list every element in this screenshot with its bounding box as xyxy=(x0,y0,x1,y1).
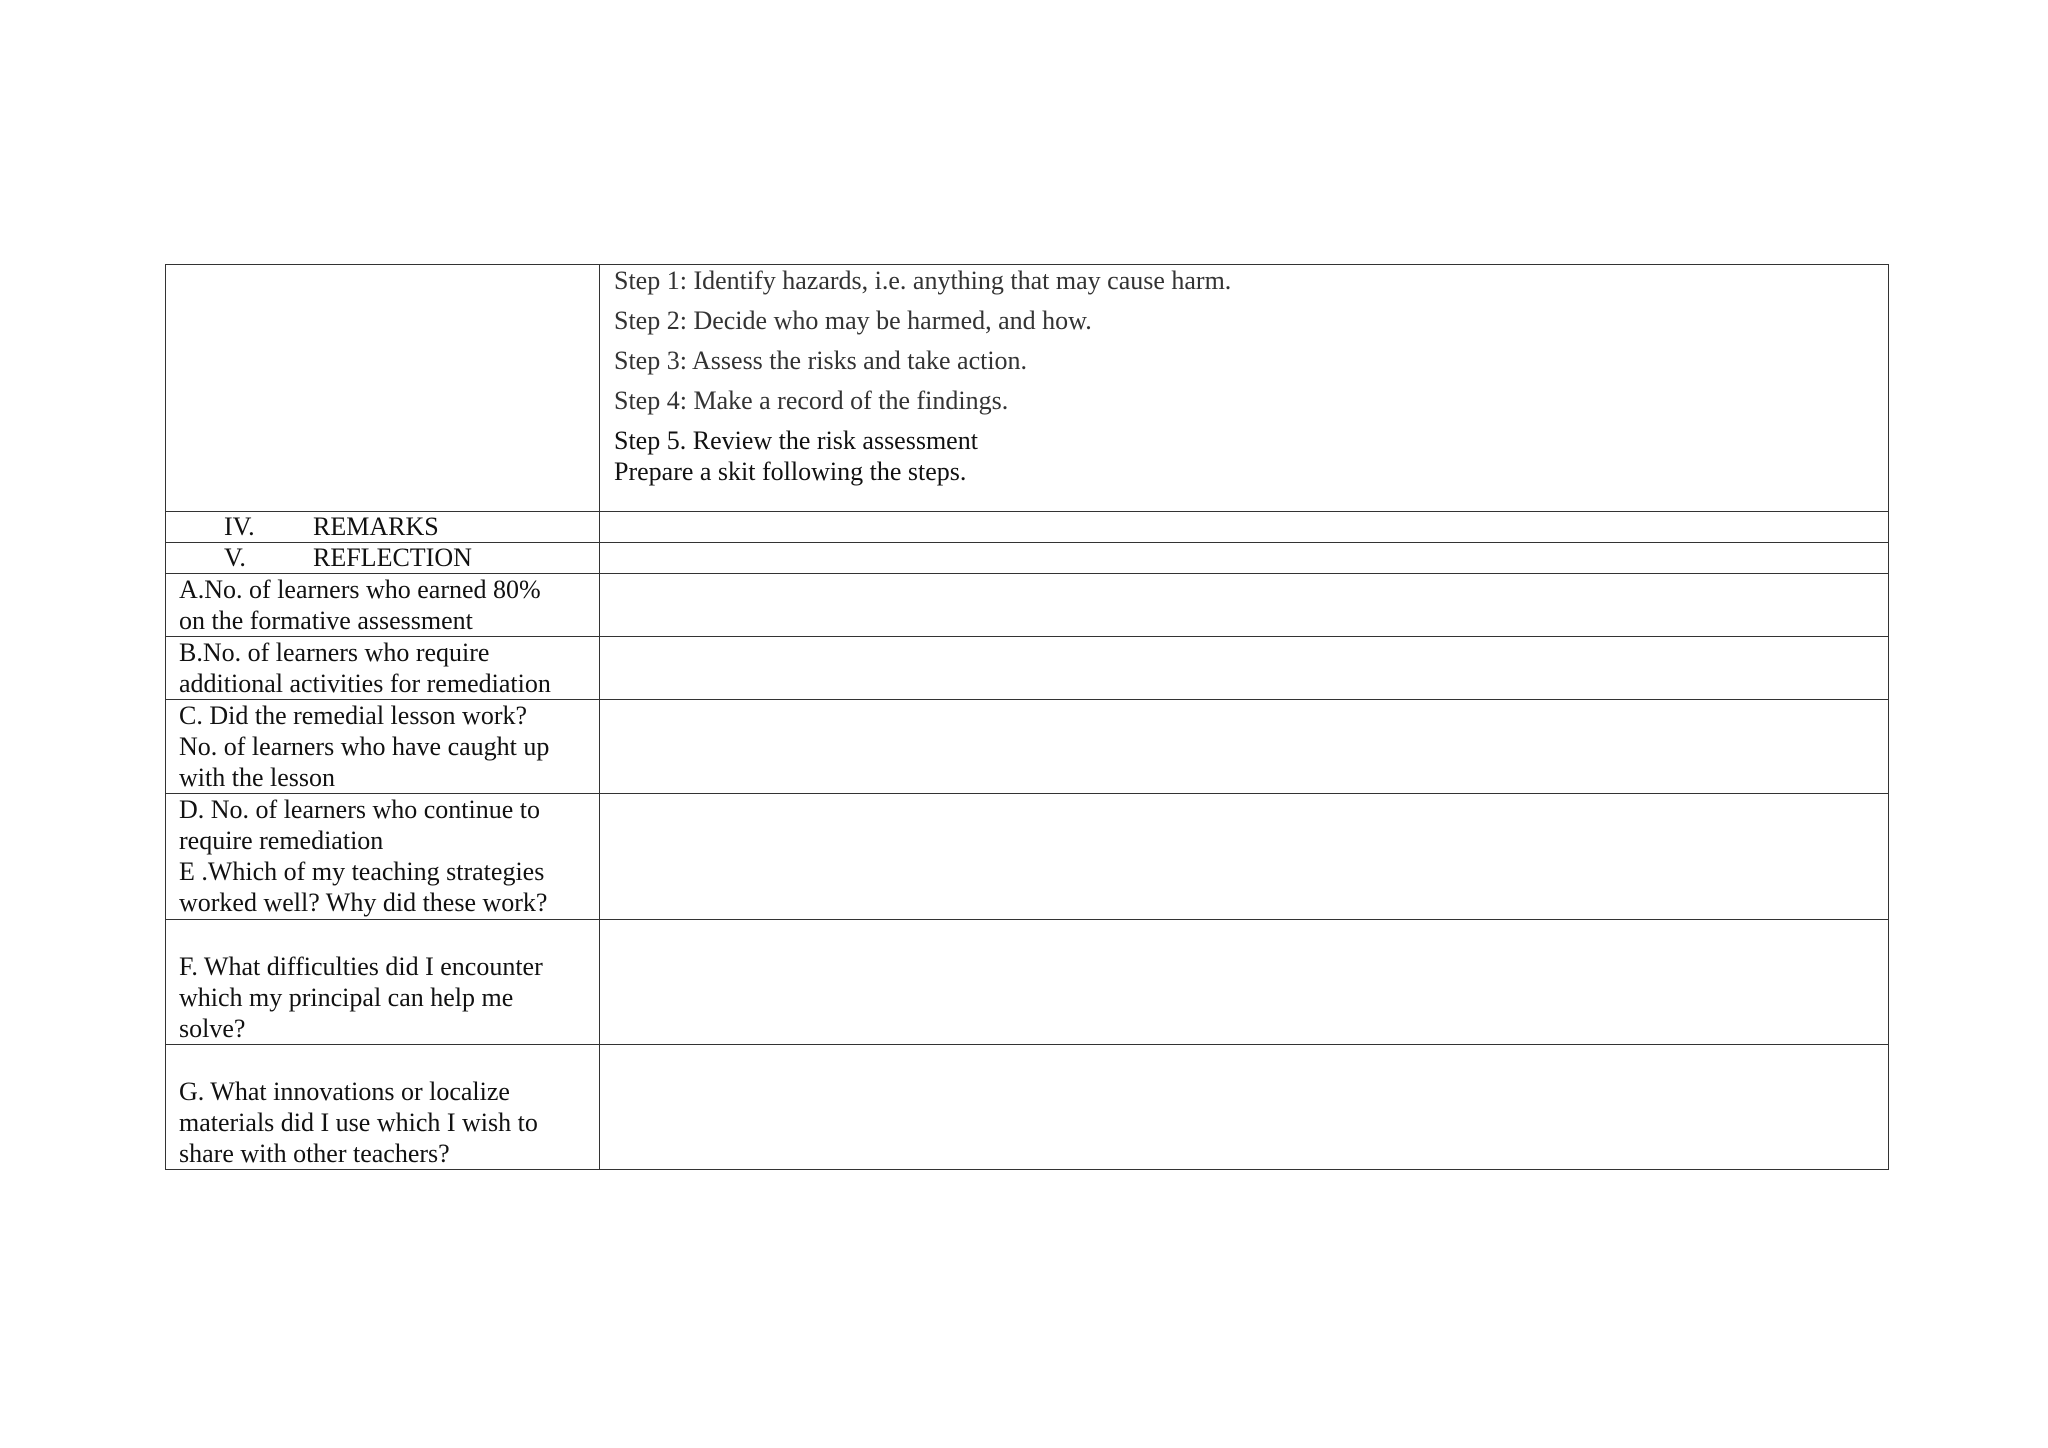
question-f xyxy=(166,920,600,1045)
reflection-answer-cell xyxy=(600,543,1889,574)
reflection-row xyxy=(166,543,1889,574)
step-1: Step 1: Identify hazards, i.e. anything that may cause harm. xyxy=(614,266,1232,295)
question-g-spacer xyxy=(179,1045,587,1076)
question-de xyxy=(166,794,600,920)
reflection-label: REFLECTION xyxy=(313,543,472,572)
remarks-label: REMARKS xyxy=(313,512,439,541)
question-b-line-1: B.No. of learners who require xyxy=(179,638,490,667)
question-c-line-1: C. Did the remedial lesson work? xyxy=(179,701,528,730)
answer-b-cell xyxy=(600,637,1889,700)
question-e-line-2: worked well? Why did these work? xyxy=(179,888,548,917)
question-b xyxy=(166,637,600,700)
question-f-row xyxy=(166,920,1889,1045)
question-a-line-2: on the formative assessment xyxy=(179,606,473,635)
remarks-row xyxy=(166,512,1889,543)
question-g-line-2: materials did I use which I wish to xyxy=(179,1108,538,1137)
question-c xyxy=(166,700,600,794)
question-g-line-1: G. What innovations or localize xyxy=(179,1077,510,1106)
remarks-answer-cell xyxy=(600,512,1889,543)
step-3: Step 3: Assess the risks and take action. xyxy=(614,346,1028,375)
question-f-line-1: F. What difficulties did I encounter xyxy=(179,952,543,981)
question-c-line-2: No. of learners who have caught up xyxy=(179,732,550,761)
question-g xyxy=(166,1045,600,1170)
step-5: Step 5. Review the risk assessment xyxy=(614,426,978,455)
question-c-row xyxy=(166,700,1889,794)
remarks-heading xyxy=(166,512,600,543)
step-2: Step 2: Decide who may be harmed, and how. xyxy=(614,306,1092,335)
question-f-line-2: which my principal can help me xyxy=(179,983,514,1012)
question-g-line-3: share with other teachers? xyxy=(179,1139,450,1168)
answer-de-cell xyxy=(600,794,1889,920)
question-a-line-1: A.No. of learners who earned 80% xyxy=(179,575,541,604)
question-b-row xyxy=(166,637,1889,700)
steps-left-cell xyxy=(166,265,600,512)
question-d-line-1: D. No. of learners who continue to xyxy=(179,795,541,824)
step-4: Step 4: Make a record of the findings. xyxy=(614,386,1009,415)
question-g-row xyxy=(166,1045,1889,1170)
reflection-numeral: V. xyxy=(224,543,246,572)
question-a-row xyxy=(166,574,1889,637)
answer-g-cell xyxy=(600,1045,1889,1170)
question-d-line-2: require remediation xyxy=(179,826,384,855)
answer-c-cell xyxy=(600,700,1889,794)
question-f-spacer xyxy=(179,920,587,951)
question-e-line-1: E .Which of my teaching strategies xyxy=(179,857,545,886)
question-f-line-3: solve? xyxy=(179,1014,246,1043)
question-a xyxy=(166,574,600,637)
reflection-heading xyxy=(166,543,600,574)
remarks-numeral: IV. xyxy=(224,512,255,541)
steps-cell xyxy=(600,265,1889,512)
answer-a-cell xyxy=(600,574,1889,637)
question-c-line-3: with the lesson xyxy=(179,763,335,792)
question-de-row xyxy=(166,794,1889,920)
lesson-plan-table xyxy=(165,264,1889,1170)
activity-instruction: Prepare a skit following the steps. xyxy=(614,457,967,486)
answer-f-cell xyxy=(600,920,1889,1045)
steps-row xyxy=(166,265,1889,512)
question-b-line-2: additional activities for remediation xyxy=(179,669,551,698)
